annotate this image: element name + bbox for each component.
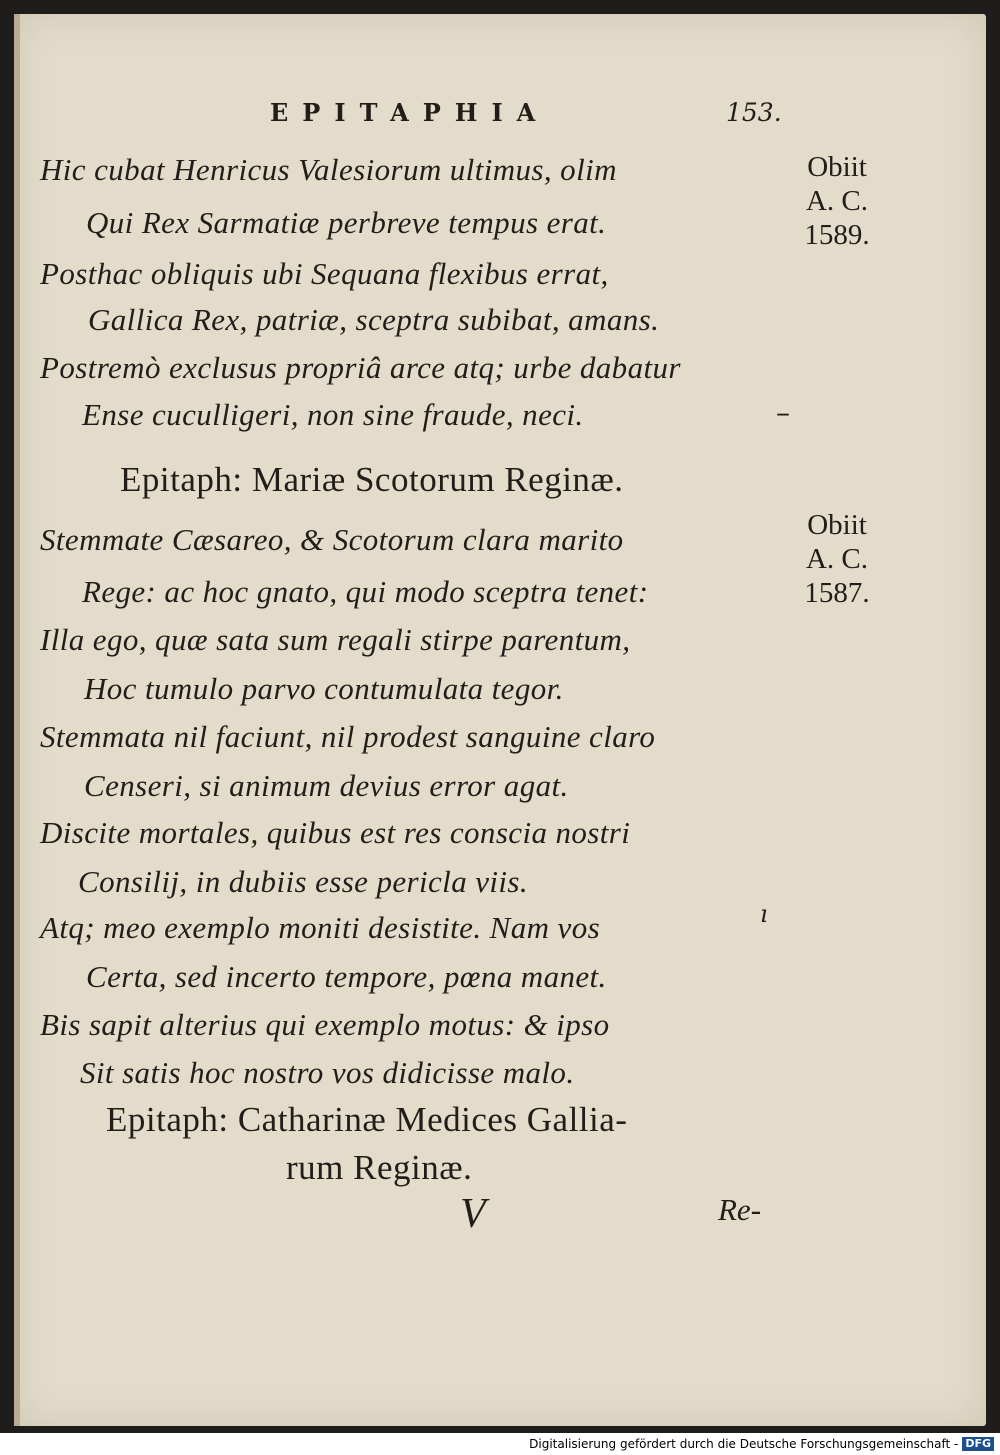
- margin-note-line: Obiit: [807, 509, 867, 541]
- margin-note-death-year: [782, 150, 892, 252]
- dfg-logo: DFG: [962, 1437, 994, 1451]
- page-number: 153.: [726, 98, 782, 127]
- signature-mark: V: [460, 1191, 486, 1237]
- footer-bar: [0, 1433, 1000, 1455]
- margin-note-line: 1587.: [804, 577, 870, 609]
- page-binding-edge: [14, 14, 20, 1426]
- verse-line: Sit satis hoc nostro vos didicisse malo.: [80, 1055, 575, 1090]
- verse-line: Rege: ac hoc gnato, qui modo sceptra tenet:: [82, 574, 649, 609]
- verse-line: Stemmate Cæsareo, & Scotorum clara marito: [40, 522, 624, 557]
- marginal-mark: ı: [760, 900, 768, 928]
- margin-note-death-year: [782, 508, 892, 610]
- verse-line: Postremò exclusus propriâ arce atq; urbe dabatur: [40, 350, 681, 385]
- margin-note-line: Obiit: [807, 151, 867, 183]
- verse-line: Discite mortales, quibus est res conscia nostri: [40, 815, 631, 850]
- verse-line: Atq; meo exemplo moniti desistite. Nam vos: [40, 910, 601, 945]
- verse-line: Bis sapit alterius qui exemplo motus: & ipso: [40, 1007, 610, 1042]
- running-title: EPITAPHIA: [270, 98, 550, 127]
- verse-line: Illa ego, quæ sata sum regali stirpe parentum,: [40, 622, 631, 657]
- margin-note-line: A. C.: [805, 185, 869, 217]
- verse-line: Censeri, si animum devius error agat.: [84, 768, 569, 803]
- verse-line: Hoc tumulo parvo contumulata tegor.: [84, 671, 564, 706]
- verse-line: Posthac obliquis ubi Sequana flexibus errat,: [40, 256, 609, 291]
- section-heading: Epitaph: Catharinæ Medices Gallia-: [106, 1100, 628, 1139]
- footer-text: Digitalisierung gefördert durch die Deutsche Forschungsgemeinschaft -: [529, 1437, 959, 1451]
- marginal-dash: –: [776, 396, 790, 429]
- catchword: Re-: [718, 1192, 762, 1227]
- verse-line: Certa, sed incerto tempore, pœna manet.: [86, 959, 607, 994]
- verse-line: Qui Rex Sarmatiæ perbreve tempus erat.: [86, 205, 607, 240]
- section-heading: Epitaph: Mariæ Scotorum Reginæ.: [120, 460, 624, 499]
- verse-line: Consilij, in dubiis esse pericla viis.: [78, 864, 529, 899]
- verse-line: Ense cuculligeri, non sine fraude, neci.: [82, 397, 584, 432]
- verse-line: Gallica Rex, patriæ, sceptra subibat, amans.: [88, 302, 660, 337]
- verse-line: Hic cubat Henricus Valesiorum ultimus, olim: [40, 152, 617, 187]
- section-heading: rum Reginæ.: [286, 1148, 473, 1187]
- margin-note-line: 1589.: [804, 219, 870, 251]
- verse-line: Stemmata nil faciunt, nil prodest sanguine claro: [40, 719, 656, 754]
- margin-note-line: A. C.: [805, 543, 869, 575]
